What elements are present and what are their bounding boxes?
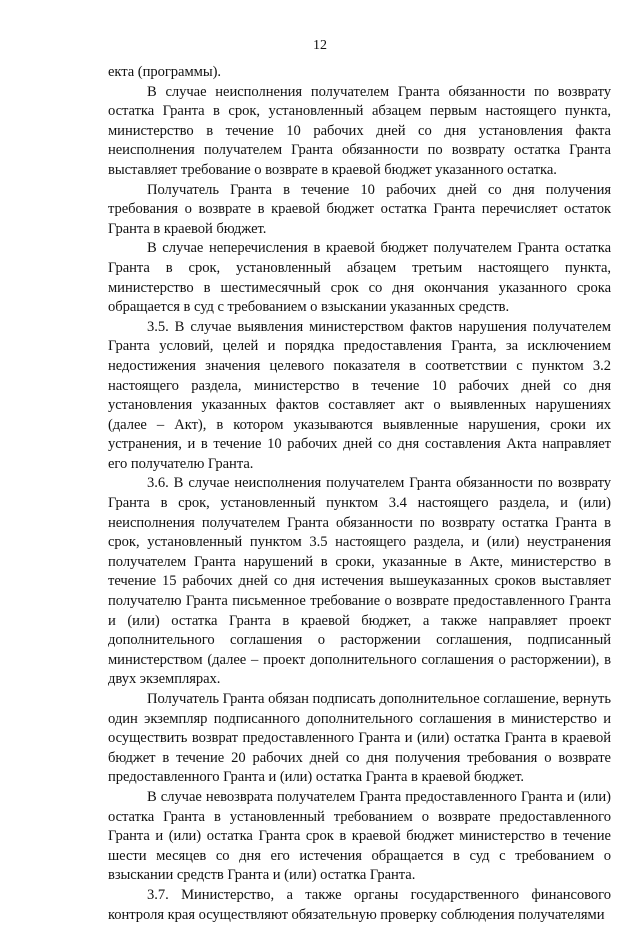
paragraph: В случае неисполнения получателем Гранта обязанности по возврату остатка Гранта в срок, установленный абзацем первым настоящего пункта, министерство в течение 10 рабочих дней со дня установления факта неисполнения получателем Гранта обязанности по возврату остатка Гранта выставляет требование о возврате в краевой бюджет указанного остатка. <box>108 83 611 178</box>
paragraph-continuation: екта (программы). <box>108 64 222 80</box>
paragraph: В случае невозврата получателем Гранта предоставленного Гранта и (или) остатка Гранта в установленный требованием о возврате предоставленного Гранта и (или) остатка Гранта срок в краевой бюджет министерство в течение шести месяцев со дня его истечения обращается в суд с требованием о взыскании средств Гранта и (или) остатка Гранта. <box>108 788 611 884</box>
paragraph: В случае неперечисления в краевой бюджет получателем Гранта остатка Гранта в срок, установленный абзацем третьим настоящего пункта, министерство в шестимесячный срок со дня окончания указанного срока обращается в суд с требованием о взыскании указанных средств. <box>108 240 611 316</box>
paragraph: Получатель Гранта в течение 10 рабочих дней со дня получения требования о возврате в краевой бюджет остатка Гранта перечисляет остаток Гранта в краевой бюджет. <box>108 181 611 237</box>
document-body <box>108 63 611 925</box>
paragraph-clause-3-6: 3.6. В случае неисполнения получателем Гранта обязанности по возврату Гранта в срок, установленный пунктом 3.4 настоящего раздела, и (или) неисполнения получателем Гранта обязанности по возврату остатка Гранта в срок, установленный пунктом 3.5 настоящего раздела, и (или) неустранения получателем Гранта нарушений в сроки, указанные в Акте, министерство в течение 15 рабочих дней со дня истечения вышеуказанных сроков выставляет получателю Гранта письменное требование о возврате предоставленного Гранта и (или) остатка Гранта в краевой бюджет, а также направляет проект дополнительного соглашения о расторжении соглашения, подписанный министерством (далее – проект дополнительного соглашения о расторжении), в двух экземплярах. <box>108 475 611 688</box>
paragraph: Получатель Гранта обязан подписать дополнительное соглашение, вернуть один экземпляр подписанного дополнительного соглашения в министерство и осуществить возврат предоставленного Гранта и (или) остатка Гранта в краевой бюджет в течение 20 рабочих дней со дня получения требования о возврате предоставленного Гранта и (или) остатка Гранта в краевой бюджет. <box>108 691 611 786</box>
paragraph-clause-3-5: 3.5. В случае выявления министерством фактов нарушения получателем Гранта условий, целей и порядка предоставления Гранта, за исключением недостижения значения целевого показателя в соответствии с пунктом 3.2 настоящего раздела, министерство в течение 10 рабочих дней со дня установления указанных фактов составляет акт о выявленных нарушениях (далее – Акт), в котором указываются выявленные нарушения, сроки их устранения, и в течение 10 рабочих дней со дня составления Акта направляет его получателю Гранта. <box>108 318 611 472</box>
page-number: 12 <box>313 38 327 53</box>
paragraph-clause-3-7: 3.7. Министерство, а также органы государственного финансового контроля края осуществляют обязательную проверку соблюдения получателями <box>108 886 611 923</box>
